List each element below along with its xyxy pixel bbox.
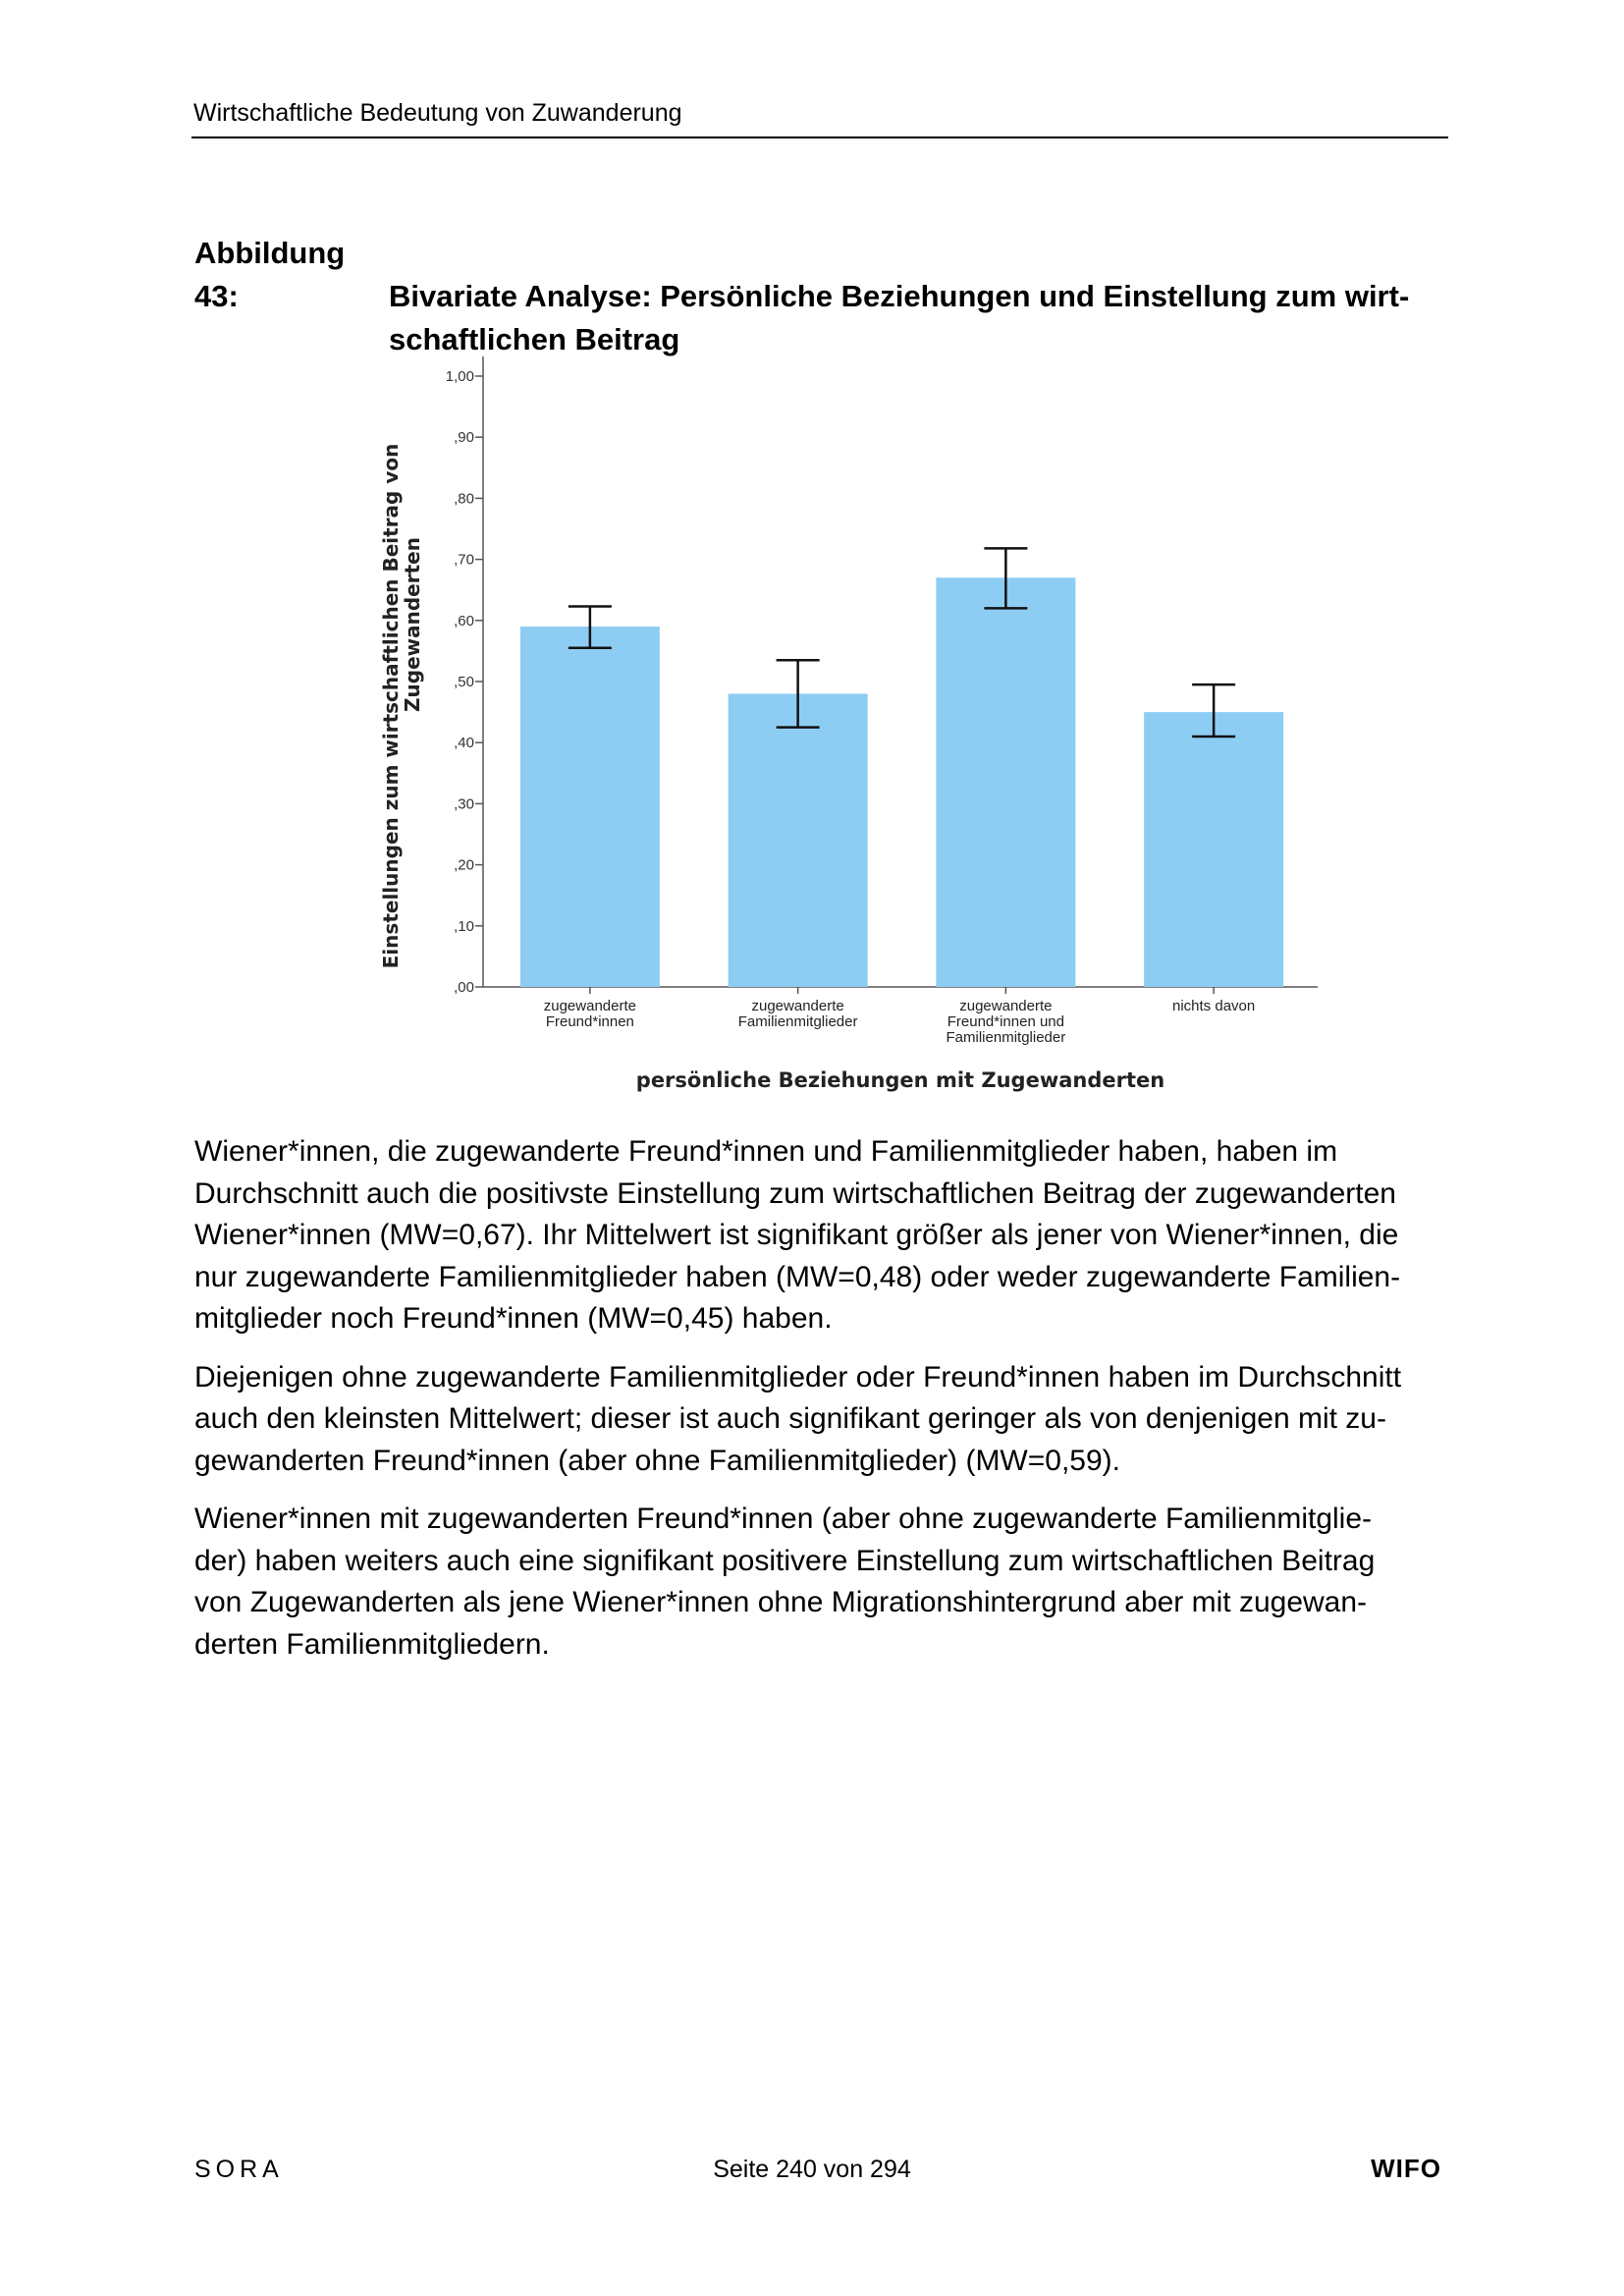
bar-chart [353,334,1335,1100]
chart-bars [520,577,1283,987]
caption-line-2: schaftlichen Beitrag [389,322,680,356]
y-tick-label: 1,00 [445,368,474,385]
chart-svg [353,334,1335,1100]
body-paragraph [194,1499,1449,1666]
body-line: gewanderten Freund*innen (aber ohne Familienmitglieder) (MW=0,59). [194,1444,1120,1477]
footer-logo: WIFO [1371,2154,1441,2183]
running-header: Wirtschaftliche Bedeutung von Zuwanderung [193,99,682,127]
page-number: Seite 240 von 294 [713,2156,911,2183]
body-line: Wiener*innen (MW=0,67). Ihr Mittelwert ist signifikant größer als jener von Wiener*innen, die [194,1219,1399,1251]
body-line: auch den kleinsten Mittelwert; dieser ist auch signifikant geringer als von denjenigen mit zu- [194,1402,1386,1435]
y-tick-label: ,30 [454,795,474,813]
body-text [194,1131,1449,1682]
header-rule [191,137,1448,138]
y-axis-title-line-1: Einstellungen zum wirtschaftlichen Beitrag von [379,443,403,969]
body-line: nur zugewanderte Familienmitglieder haben (MW=0,48) oder weder zugewanderte Familien- [194,1260,1401,1293]
bar [936,577,1075,987]
y-tick-label: ,40 [454,735,474,752]
x-category-label: Freund*innen [545,1013,634,1030]
body-line: Wiener*innen, die zugewanderte Freund*innen und Familienmitglieder haben, haben im [194,1135,1338,1168]
y-tick-label: ,70 [454,551,474,569]
y-tick-label: ,90 [454,429,474,447]
x-category-label: zugewanderte [543,998,636,1014]
chart-error-bars [568,548,1235,737]
y-tick-label: ,00 [454,979,474,996]
body-line: von Zugewanderten als jene Wiener*innen ohne Migrationshintergrund aber mit zugewan- [194,1586,1368,1618]
body-line: Durchschnitt auch die positivste Einstellung zum wirtschaftlichen Beitrag der zugewanderten [194,1176,1396,1210]
caption-number: Abbildung 43: [194,236,346,313]
body-paragraph [194,1357,1449,1483]
x-category-label: Freund*innen und [947,1013,1065,1030]
body-line: Diejenigen ohne zugewanderte Familienmitglieder oder Freund*innen haben im Durchschnitt [194,1360,1402,1394]
body-line: Wiener*innen mit zugewanderten Freund*innen (aber ohne zugewanderte Familienmitglie- [194,1503,1373,1535]
y-tick-label: ,50 [454,674,474,690]
bar [729,693,868,987]
bar [520,627,660,987]
y-tick-label: ,10 [454,917,474,935]
x-category-label: zugewanderte [751,998,844,1014]
bar [1144,712,1283,987]
y-tick-label: ,60 [454,612,474,629]
x-category-label: zugewanderte [959,998,1053,1014]
y-tick-label: ,80 [454,490,474,508]
body-line: der) haben weiters auch eine signifikant positivere Einstellung zum wirtschaftlichen Beitrag [194,1544,1376,1577]
x-category-label: Familienmitglieder [737,1013,858,1030]
x-category-label: Familienmitglieder [946,1029,1066,1046]
x-category-label: nichts davon [1172,998,1256,1014]
footer-left: SORA [194,2156,284,2183]
caption-line-1: Bivariate Analyse: Persönliche Beziehungen und Einstellung zum wirt- [389,279,1410,313]
body-paragraph [194,1131,1449,1340]
body-line: derten Familienmitgliedern. [194,1627,550,1661]
y-tick-label: ,20 [454,856,474,874]
y-axis-title-line-2: Zugewanderten [401,537,424,712]
x-axis-title: persönliche Beziehungen mit Zugewanderten [635,1068,1165,1092]
body-line: mitglieder noch Freund*innen (MW=0,45) haben. [194,1302,833,1335]
